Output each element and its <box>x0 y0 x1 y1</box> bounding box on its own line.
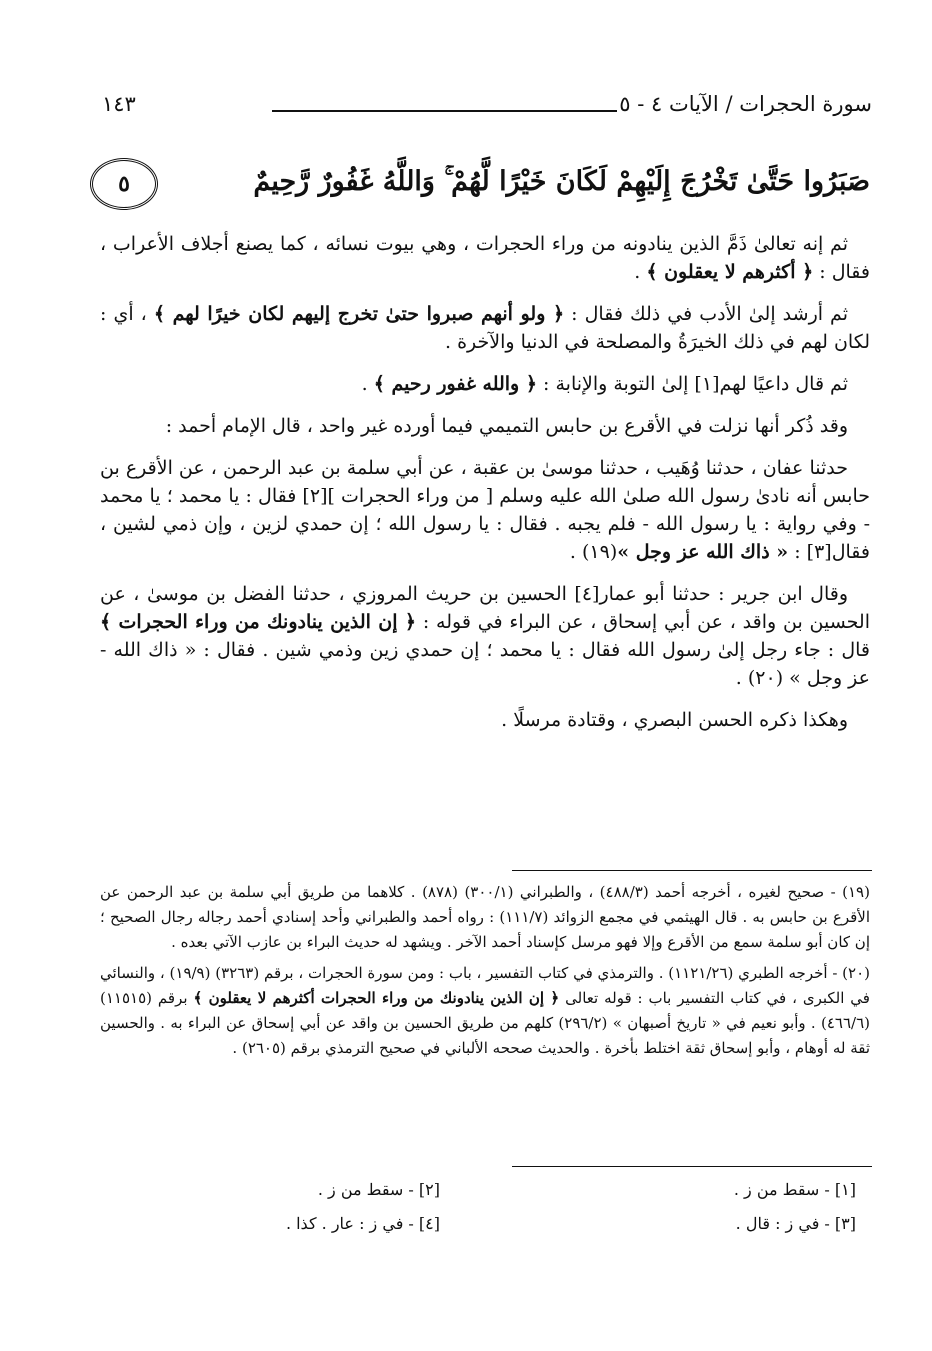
footnote: (٢٠) - أخرجه الطبري (١١٢١/٢٦) . والترمذي في كتاب التفسير ، باب : ومن سورة الحجرات ، برقم (٣٢٦٣) (١٩/٩) ، والنسائي في الكبرى ، في كتاب التفسير باب : قوله تعالى ﴿ إن الذين ينادونك من وراء الحجرات أكثرهم لا يعقلون ﴾ برقم (١١٥١٥) (٤٦٦/٦) . وأبو نعيم في « تاريخ أصبهان » (٢٩٦/٢) كلهم من طريق الحسين بن واقد عن أبي إسحاق عن البراء به . والحسين ثقة له أوهام ، وأبو إسحاق ثقة اختلط بأخرة . والحديث صححه الألباني في صحيح الترمذي برقم (٢٦٠٥) . <box>100 964 870 1057</box>
page-number: ١٤٣ <box>102 92 136 116</box>
manuscript-variants <box>100 1180 870 1248</box>
verse-number-marker <box>90 158 158 210</box>
header-title: سورة الحجرات / الآيات ٤ - ٥ <box>619 92 872 116</box>
paragraph: وقال ابن جرير : حدثنا أبو عمار[٤] الحسين بن حريث المروزي ، حدثنا الفضل بن موسىٰ ، عن الحسين بن واقد ، عن أبي إسحاق ، عن البراء في قوله : ﴿ إن الذين ينادونك من وراء الحجرات ﴾ قال : جاء رجل إلىٰ رسول الله فقال : يا محمد ؛ إن حمدي زين وذمي شين . فقال : « ذاك الله - عز وجل » (٢٠) . <box>100 583 870 689</box>
paragraph: ثم قال داعيًا لهم[١] إلىٰ التوبة والإنابة : ﴿ والله غفور رحيم ﴾ . <box>361 373 848 395</box>
paragraph: ثم إنه تعالىٰ ذَمَّ الذين ينادونه من وراء الحجرات ، وهي بيوت نسائه ، كما يصنع أجلاف الأعراب ، فقال : ﴿ أكثرهم لا يعقلون ﴾ . <box>100 233 870 283</box>
quran-verse <box>90 158 870 210</box>
variant-note: [١] - سقط من ز . <box>733 1180 856 1199</box>
header-rule <box>272 110 617 112</box>
variant-note: [٣] - في ز : قال . <box>735 1214 856 1233</box>
paragraph: حدثنا عفان ، حدثنا وُهَيب ، حدثنا موسىٰ بن عقبة ، عن أبي سلمة بن عبد الرحمن ، عن الأقرع بن حابس أنه نادىٰ رسول الله صلىٰ الله عليه وسلم [ من وراء الحجرات ][٢] فقال : يا محمد ؛ يا محمد - وفي رواية : يا رسول الله - فلم يجبه . فقال : يا رسول الله ؛ إن حمدي لزين ، وإن ذمي لشين ، فقال[٣] : « ذاك الله عز وجل »(١٩) . <box>100 457 870 563</box>
variant-row <box>100 1214 870 1248</box>
footnotes <box>100 880 870 1067</box>
paragraph: وقد ذُكر أنها نزلت في الأقرع بن حابس التميمي فيما أورده غير واحد ، قال الإمام أحمد : <box>165 415 848 437</box>
variant-note: [٢] - سقط من ز . <box>317 1180 440 1199</box>
variants-separator <box>512 1166 872 1167</box>
verse-text: صَبَرُوا حَتَّىٰ تَخْرُجَ إِلَيْهِمْ لَكَانَ خَيْرًا لَّهُمْ ۚ وَاللَّهُ غَفُورٌ رَّحِيمٌ <box>253 166 870 197</box>
paragraph: وهكذا ذكره الحسن البصري ، وقتادة مرسلًا . <box>501 709 848 731</box>
verse-number: ٥ <box>118 171 130 197</box>
commentary-text <box>100 230 870 748</box>
footnote-separator <box>512 870 872 871</box>
variant-note: [٤] - في ز : عار . كذا . <box>285 1214 440 1233</box>
footnote: (١٩) - صحيح لغيره ، أخرجه أحمد (٤٨٨/٣) ، والطبراني (٣٠٠/١) (٨٧٨) . كلاهما من طريق أبي سلمة بن عبد الرحمن عن الأقرع بن حابس به . قال الهيثمي في مجمع الزوائد (١١١/٧) : رواه أحمد والطبراني وأحد إسنادي أحمد رجاله رجال الصحيح ؛ إن كان أبو سلمة سمع من الأقرع وإلا فهو مرسل كإسناد أحمد الآخر . ويشهد له حديث البراء بن عازب الآتي بعده . <box>100 883 870 951</box>
variant-row <box>100 1180 870 1214</box>
running-header <box>102 92 872 126</box>
paragraph: ثم أرشد إلىٰ الأدب في ذلك فقال : ﴿ ولو أنهم صبروا حتىٰ تخرج إليهم لكان خيرًا لهم ﴾ ، أي : لكان لهم في ذلك الخيرَةُ والمصلحة في الدنيا والآخرة . <box>100 303 870 353</box>
